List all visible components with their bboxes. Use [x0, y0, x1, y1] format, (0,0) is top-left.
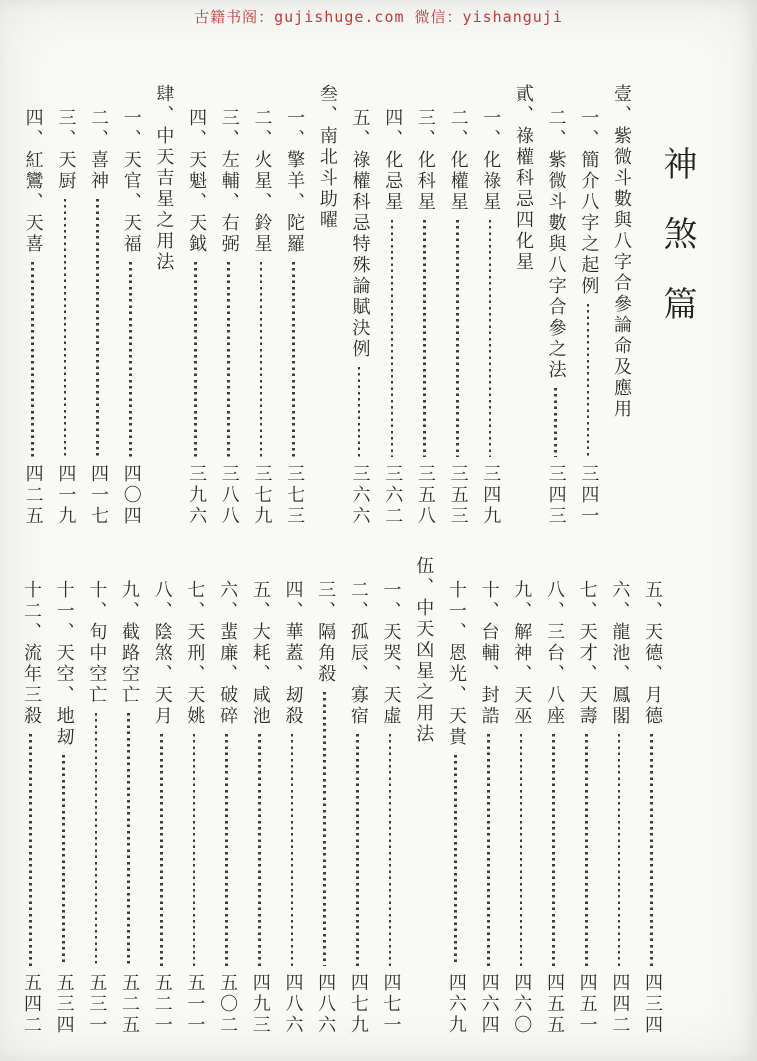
page-number: 四四二 — [609, 973, 631, 1036]
toc-item — [218, 84, 239, 527]
page-number: 五二五 — [119, 973, 140, 1036]
toc-item — [543, 556, 564, 1036]
page-number: 三四九 — [480, 464, 502, 527]
page-number: 四六〇 — [511, 973, 533, 1036]
page-number: 四三四 — [642, 973, 663, 1036]
entry-label: 六、龍池、鳳閣 — [609, 580, 631, 727]
entry-label: 五、祿權科忌特殊論賦決例 — [349, 108, 371, 360]
entry-label: 一、天哭、天虛 — [380, 580, 402, 727]
toc-item — [86, 556, 107, 1036]
dot-leader — [454, 755, 457, 966]
entry-label: 五、大耗、咸池 — [249, 580, 271, 727]
page-number: 四七九 — [347, 973, 369, 1036]
entry-label: 十一、恩光、天貴 — [445, 580, 467, 748]
dot-leader — [585, 734, 588, 966]
entry-label: 三、天厨 — [55, 108, 77, 192]
entry-label: 九、截路空亡 — [119, 580, 140, 706]
dot-leader — [423, 220, 426, 457]
entry-label: 二、火星、鈴星 — [251, 108, 273, 255]
entry-label: 十二、流年三殺 — [20, 580, 42, 727]
toc-upper-block — [10, 84, 631, 527]
page-number: 四八六 — [282, 973, 304, 1036]
dot-leader — [618, 734, 621, 966]
entry-label: 四、紅鸞、天喜 — [22, 108, 44, 255]
dot-leader — [260, 262, 263, 457]
dot-leader — [323, 692, 326, 966]
page-number: 四六九 — [445, 973, 467, 1036]
page-number: 四九三 — [249, 973, 271, 1036]
entry-label: 三、隔角殺 — [315, 580, 337, 685]
page-number: 四〇四 — [120, 464, 142, 527]
page-number: 五二一 — [151, 973, 173, 1036]
page-number: 三八八 — [218, 464, 240, 527]
toc-item — [87, 84, 108, 527]
page-number: 四八六 — [315, 973, 337, 1036]
toc-item — [22, 84, 43, 527]
page-number: 五一一 — [184, 973, 206, 1036]
entry-label: 三、左輔、右弼 — [218, 108, 240, 255]
page-number: 四一七 — [88, 464, 109, 527]
dot-leader — [258, 734, 261, 966]
toc-item — [55, 84, 76, 527]
entry-label: 一、化祿星 — [480, 108, 502, 213]
entry-label: 二、孤辰、寡宿 — [347, 580, 369, 727]
toc-item — [283, 84, 304, 527]
dot-leader — [391, 220, 394, 457]
page-number: 四二五 — [22, 464, 44, 527]
entry-label: 壹、紫微斗數與八字合參論命及應用 — [611, 84, 632, 420]
dot-leader — [520, 734, 523, 966]
dot-leader — [456, 220, 459, 457]
toc-item — [120, 84, 141, 527]
toc-item — [511, 556, 532, 1036]
dot-leader — [194, 262, 197, 457]
dot-leader — [96, 199, 99, 457]
entry-label: 十、台輔、封誥 — [478, 580, 500, 727]
dot-leader — [127, 713, 130, 966]
dot-leader — [64, 199, 67, 457]
dot-leader — [358, 367, 361, 457]
toc-item — [282, 556, 303, 1036]
dot-leader — [389, 734, 392, 966]
page-number: 五三四 — [53, 973, 75, 1036]
toc-item — [151, 556, 172, 1036]
entry-label: 八、三台、八座 — [543, 580, 565, 727]
entry-label: 二、喜神 — [88, 108, 109, 192]
page-number: 三四一 — [578, 464, 600, 527]
dot-leader — [552, 734, 555, 966]
toc-item — [249, 556, 270, 1036]
toc-item — [445, 556, 466, 1036]
entry-label: 六、蜚廉、破碎 — [217, 580, 239, 727]
toc-item — [545, 84, 566, 527]
toc-item — [216, 556, 237, 1036]
toc-item — [447, 84, 468, 527]
entry-label: 七、天刑、天姚 — [184, 580, 206, 727]
page-number: 三六六 — [349, 464, 371, 527]
dot-leader — [292, 262, 295, 457]
entry-label: 十、旬中空亡 — [86, 580, 108, 706]
toc-item — [184, 556, 205, 1036]
toc-item — [349, 84, 370, 527]
toc-item — [185, 84, 206, 527]
toc-item — [20, 556, 41, 1036]
page-number: 四六四 — [478, 973, 500, 1036]
entry-label: 叁、南北斗助曜 — [316, 84, 338, 231]
dot-leader — [225, 734, 228, 966]
entry-label: 八、陰煞、天月 — [151, 580, 173, 727]
entry-label: 四、化忌星 — [382, 108, 404, 213]
watermark-header: 古籍书阁：gujishuge.com 微信：yishanguji — [194, 8, 563, 26]
entry-label: 四、天魁、天鉞 — [186, 108, 208, 255]
entry-label: 肆、中天吉星之用法 — [153, 84, 175, 273]
dot-leader — [129, 262, 132, 457]
page-number: 三五三 — [447, 464, 469, 527]
entry-label: 九、解神、天巫 — [511, 580, 533, 727]
entry-label: 五、天德、月德 — [642, 580, 663, 727]
toc-section-heading — [413, 556, 434, 1036]
dot-leader — [95, 713, 98, 966]
page-number: 五三一 — [86, 973, 108, 1036]
toc-section-heading — [316, 84, 337, 527]
toc-item — [480, 84, 501, 527]
dot-leader — [489, 220, 492, 457]
toc-section-heading — [512, 84, 533, 527]
toc-item — [53, 556, 74, 1036]
entry-label: 一、天官、天福 — [120, 108, 142, 255]
page-number: 三四三 — [545, 464, 567, 527]
page-number: 三九六 — [186, 464, 208, 527]
toc-section-heading — [153, 84, 174, 527]
page-number: 四五一 — [576, 973, 598, 1036]
dot-leader — [356, 734, 359, 966]
entry-label: 貳、祿權科忌四化星 — [512, 84, 534, 273]
dot-leader — [487, 734, 490, 966]
dot-leader — [160, 734, 163, 966]
toc-item — [414, 84, 435, 527]
dot-leader — [587, 304, 590, 457]
toc-item — [576, 556, 597, 1036]
toc-lower-block — [8, 556, 662, 1036]
toc-item — [478, 556, 499, 1036]
page-number: 四一九 — [55, 464, 77, 527]
dot-leader — [291, 734, 294, 966]
entry-label: 十一、天空、地刼 — [53, 580, 75, 748]
dot-leader — [193, 734, 196, 966]
entry-label: 伍、中天凶星之用法 — [413, 556, 435, 745]
entry-label: 一、簡介八字之起例 — [578, 108, 600, 297]
page-number: 五四二 — [20, 973, 42, 1036]
page-title: 神煞篇 — [657, 146, 697, 356]
page-number: 三七九 — [251, 464, 273, 527]
dot-leader — [227, 262, 230, 457]
entry-label: 二、紫微斗數與八字合參之法 — [545, 108, 567, 381]
toc-item — [641, 556, 662, 1036]
page-number: 四七一 — [380, 973, 402, 1036]
toc-section-heading — [610, 84, 631, 527]
toc-item — [609, 556, 630, 1036]
page-number: 五〇二 — [217, 973, 239, 1036]
entry-label: 三、化科星 — [414, 108, 436, 213]
entry-label: 七、天才、天壽 — [576, 580, 598, 727]
toc-item — [578, 84, 599, 527]
dot-leader — [554, 388, 557, 457]
toc-item — [251, 84, 272, 527]
toc-item — [382, 84, 403, 527]
entry-label: 二、化權星 — [447, 108, 469, 213]
page-number: 三七三 — [284, 464, 306, 527]
page-number: 三六二 — [382, 464, 404, 527]
toc-item — [118, 556, 139, 1036]
toc-item — [380, 556, 401, 1036]
toc-item — [347, 556, 368, 1036]
toc-item — [314, 556, 335, 1036]
entry-label: 一、擎羊、陀羅 — [284, 108, 306, 255]
entry-label: 四、華蓋、刼殺 — [282, 580, 304, 727]
dot-leader — [31, 262, 34, 457]
page-number: 四五五 — [543, 973, 565, 1036]
dot-leader — [62, 755, 65, 966]
page-number: 三五八 — [414, 464, 436, 527]
dot-leader — [29, 734, 32, 966]
dot-leader — [650, 734, 653, 966]
